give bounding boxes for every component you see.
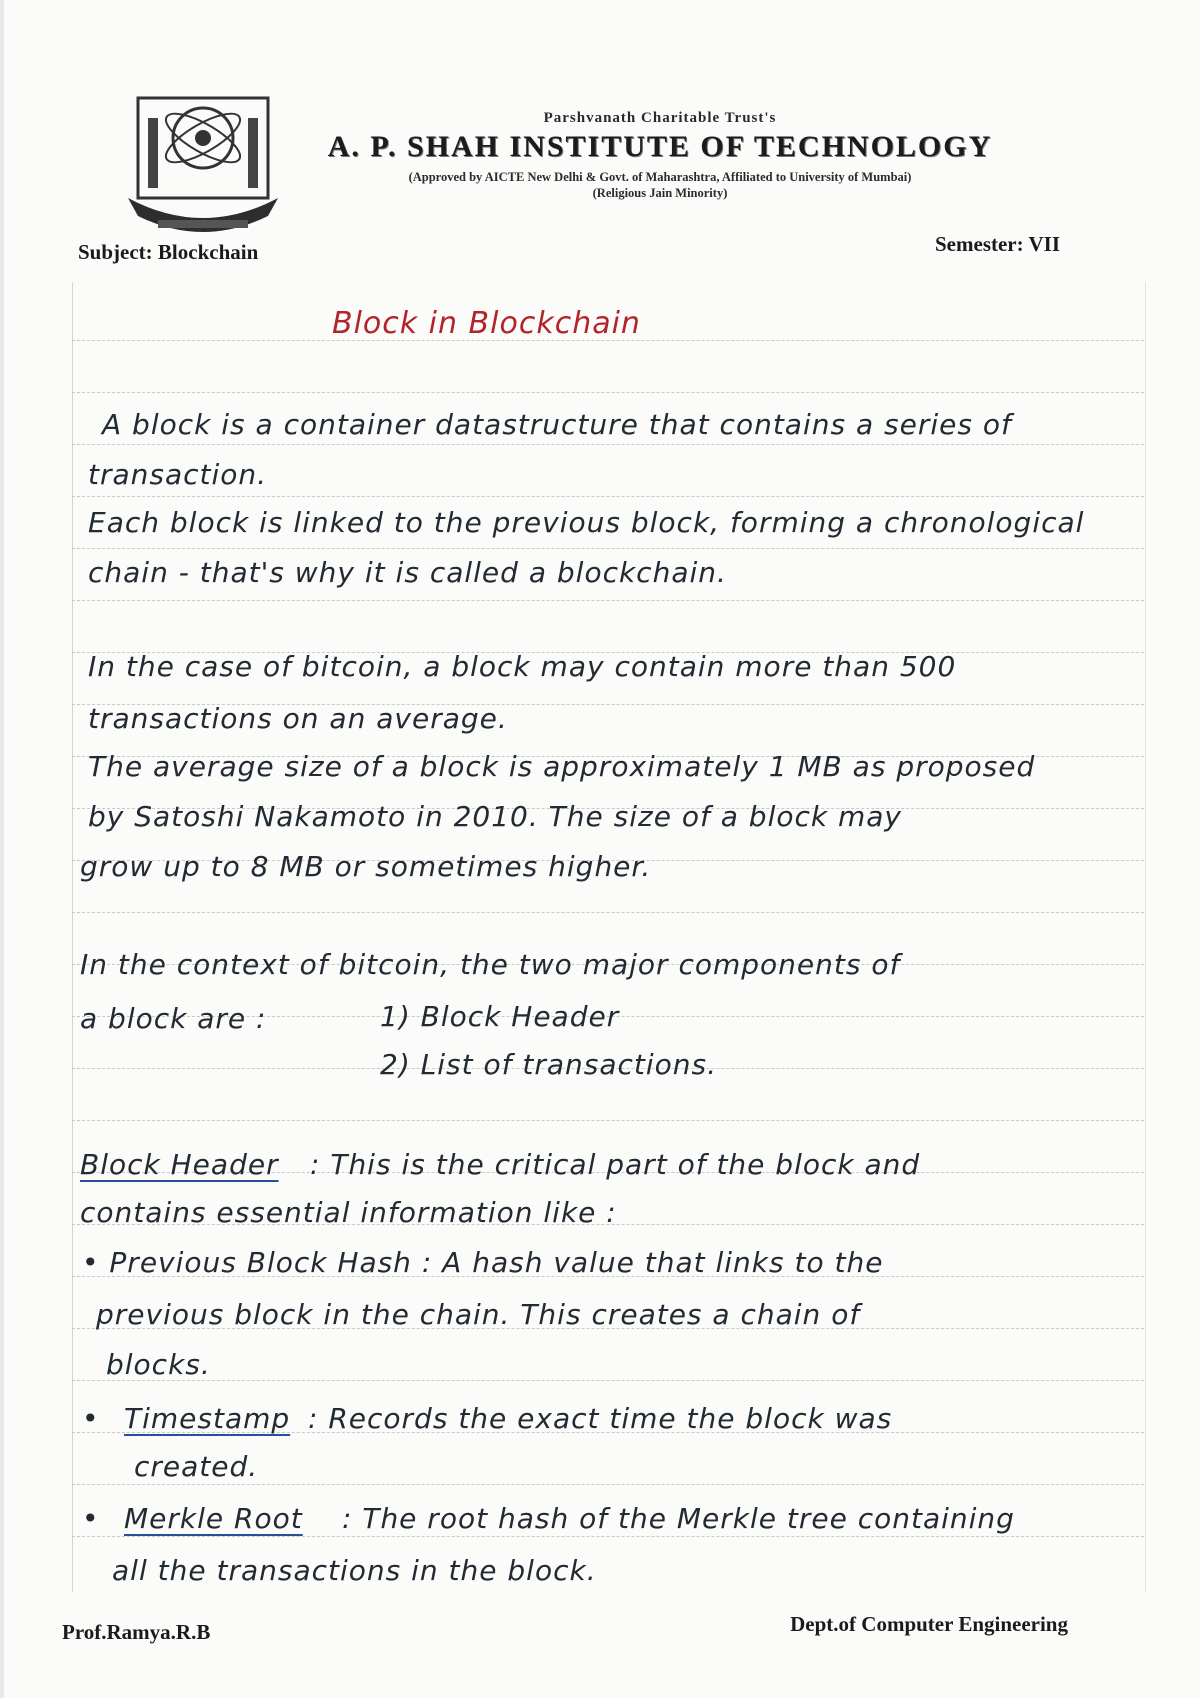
note-line: previous block in the chain. This creates a chain of	[96, 1298, 861, 1331]
note-line: a block are :	[80, 1002, 267, 1035]
trust-name: Parshvanath Charitable Trust's	[543, 110, 777, 126]
ruled-line	[72, 496, 1144, 497]
ruled-line	[72, 548, 1144, 549]
note-line: blocks.	[106, 1348, 211, 1381]
component-item: 2) List of transactions.	[380, 1048, 718, 1081]
minority-text: (Religious Jain Minority)	[592, 186, 728, 200]
note-line: transactions on an average.	[88, 702, 508, 735]
note-line: The average size of a block is approximately 1 MB as proposed	[88, 750, 1036, 783]
note-line: grow up to 8 MB or sometimes higher.	[80, 850, 652, 883]
note-line: : The root hash of the Merkle tree containing	[342, 1502, 1015, 1535]
ruled-line	[72, 912, 1144, 913]
note-line: A block is a container datastructure that contains a series of	[102, 408, 1012, 441]
department-name: Dept.of Computer Engineering	[790, 1612, 1068, 1636]
note-line: by Satoshi Nakamoto in 2010. The size of a block may	[88, 800, 902, 833]
note-line: all the transactions in the block.	[112, 1554, 597, 1587]
subject-label: Subject: Blockchain	[78, 240, 259, 264]
note-line: chain - that's why it is called a blockchain.	[88, 556, 727, 589]
note-line: created.	[134, 1450, 259, 1483]
note-line: : This is the critical part of the block and	[310, 1148, 921, 1181]
bullet-dot: •	[82, 1402, 100, 1435]
professor-name: Prof.Ramya.R.B	[62, 1620, 211, 1644]
notes-title: Block in Blockchain	[332, 306, 641, 341]
bullet-dot: •	[82, 1502, 100, 1535]
note-line: contains essential information like :	[80, 1196, 617, 1229]
approval-text: (Approved by AICTE New Delhi & Govt. of Maharashtra, Affiliated to University of Mumbai)	[408, 170, 912, 184]
bullet-item: • Previous Block Hash : A hash value that links to the	[82, 1246, 884, 1279]
note-line: Each block is linked to the previous block, forming a chronological	[88, 506, 1085, 539]
ruled-line	[72, 392, 1144, 393]
ruled-line	[72, 1484, 1144, 1485]
ruled-line	[72, 1536, 1144, 1537]
ruled-line	[72, 1380, 1144, 1381]
term-merkle-root: Merkle Root	[124, 1502, 303, 1535]
note-line: : Records the exact time the block was	[308, 1402, 893, 1435]
note-line: In the case of bitcoin, a block may contain more than 500	[88, 650, 957, 683]
ruled-line	[72, 1120, 1144, 1121]
section-heading: Block Header	[80, 1148, 279, 1181]
note-line: transaction.	[88, 458, 268, 491]
term-timestamp: Timestamp	[124, 1402, 291, 1435]
ruled-line	[72, 600, 1144, 601]
ruled-line	[72, 444, 1144, 445]
institute-name: A. P. SHAH INSTITUTE OF TECHNOLOGY	[327, 130, 993, 163]
note-line: In the context of bitcoin, the two major components of	[80, 948, 901, 981]
component-item: 1) Block Header	[380, 1000, 620, 1033]
semester-label: Semester: VII	[935, 232, 1060, 256]
